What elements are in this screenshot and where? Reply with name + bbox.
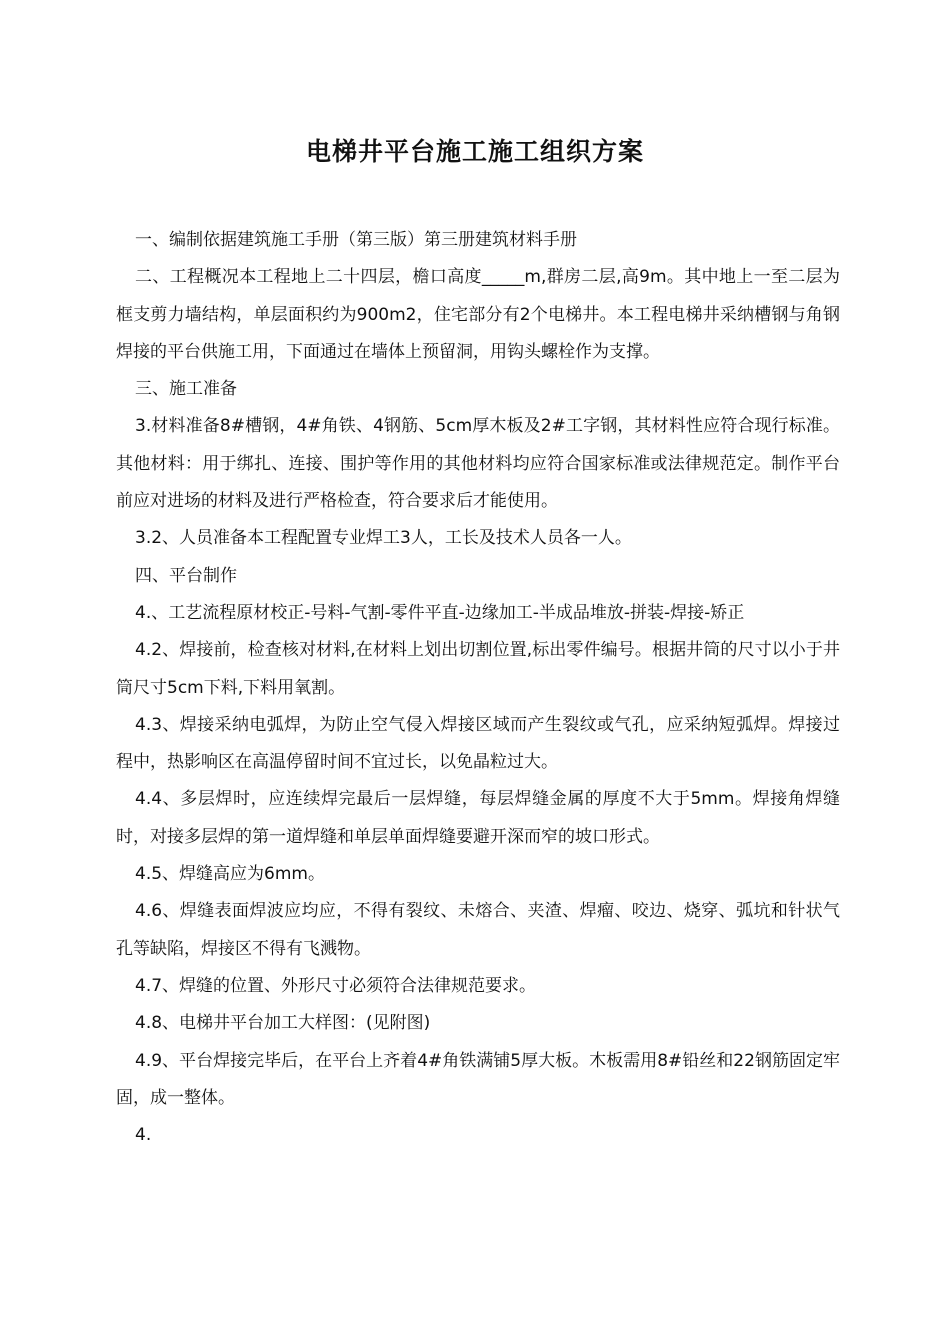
item-4-trailing: 4.	[135, 1125, 152, 1146]
section-fabrication-heading: 四、平台制作	[135, 565, 237, 586]
personnel-preparation: 3.2、人员准备本工程配置专业焊工3人，工长及技术人员各一人。	[135, 528, 632, 549]
item-4-7: 4.7、焊缝的位置、外形尺寸必须符合法律规范要求。	[135, 975, 537, 996]
material-preparation: 3.材料准备8#槽钢，4#角铁、4钢筋、5cm厚木板及2#工字钢，其材料性应符合现行标准。其他材料：用于绑扎、连接、围护等作用的其他材料均应符合国家标准或法律规范定。制作平台前应对进场的材料及进行严格检查，符合要求后才能使用。	[116, 416, 840, 512]
item-4-3: 4.3、焊接采纳电弧焊，为防止空气侵入焊接区域而产生裂纹或气孔，应采纳短弧焊。焊接过程中，热影响区在高温停留时间不宜过长，以免晶粒过大。	[116, 714, 840, 773]
document-title: 电梯井平台施工施工组织方案	[305, 137, 644, 166]
section-preparation-heading: 三、施工准备	[135, 379, 237, 400]
item-4-8: 4.8、电梯井平台加工大样图：(见附图)	[135, 1013, 431, 1034]
item-4-6: 4.6、焊缝表面焊波应均应，不得有裂纹、未熔合、夹渣、焊瘤、咬边、烧穿、弧坑和针状气孔等缺陷，焊接区不得有飞溅物。	[116, 901, 840, 959]
item-4-2: 4.2、焊接前，检查核对材料,在材料上划出切割位置,标出零件编号。根据井筒的尺寸以小于井筒尺寸5cm下料,下料用氧割。	[116, 640, 840, 698]
item-4-5: 4.5、焊缝高应为6mm。	[135, 864, 325, 885]
item-4-9: 4.9、平台焊接完毕后，在平台上齐着4#角铁满铺5厚大板。木板需用8#铅丝和22钢筋固定牢固，成一整体。	[116, 1050, 840, 1108]
document-body	[116, 222, 840, 1154]
item-4-4: 4.4、多层焊时，应连续焊完最后一层焊缝，每层焊缝金属的厚度不大于5mm。焊接角焊缝时，对接多层焊的第一道焊缝和单层单面焊缝要避开深而窄的坡口形式。	[116, 789, 840, 847]
section-overview: 二、工程概况本工程地上二十四层，檐口高度_____m,群房二层,高9m。其中地上一至二层为框支剪力墙结构，单层面积约为900m2，住宅部分有2个电梯井。本工程电梯井采纳槽钢与角钢焊接的平台供施工用，下面通过在墙体上预留洞，用钩头螺栓作为支撑。	[116, 267, 840, 362]
process-flow: 4.、工艺流程原材校正-号料-气割-零件平直-边缘加工-半成品堆放-拼装-焊接-矫正	[135, 602, 745, 623]
section-basis: 一、编制依据建筑施工手册（第三版）第三册建筑材料手册	[135, 230, 577, 250]
